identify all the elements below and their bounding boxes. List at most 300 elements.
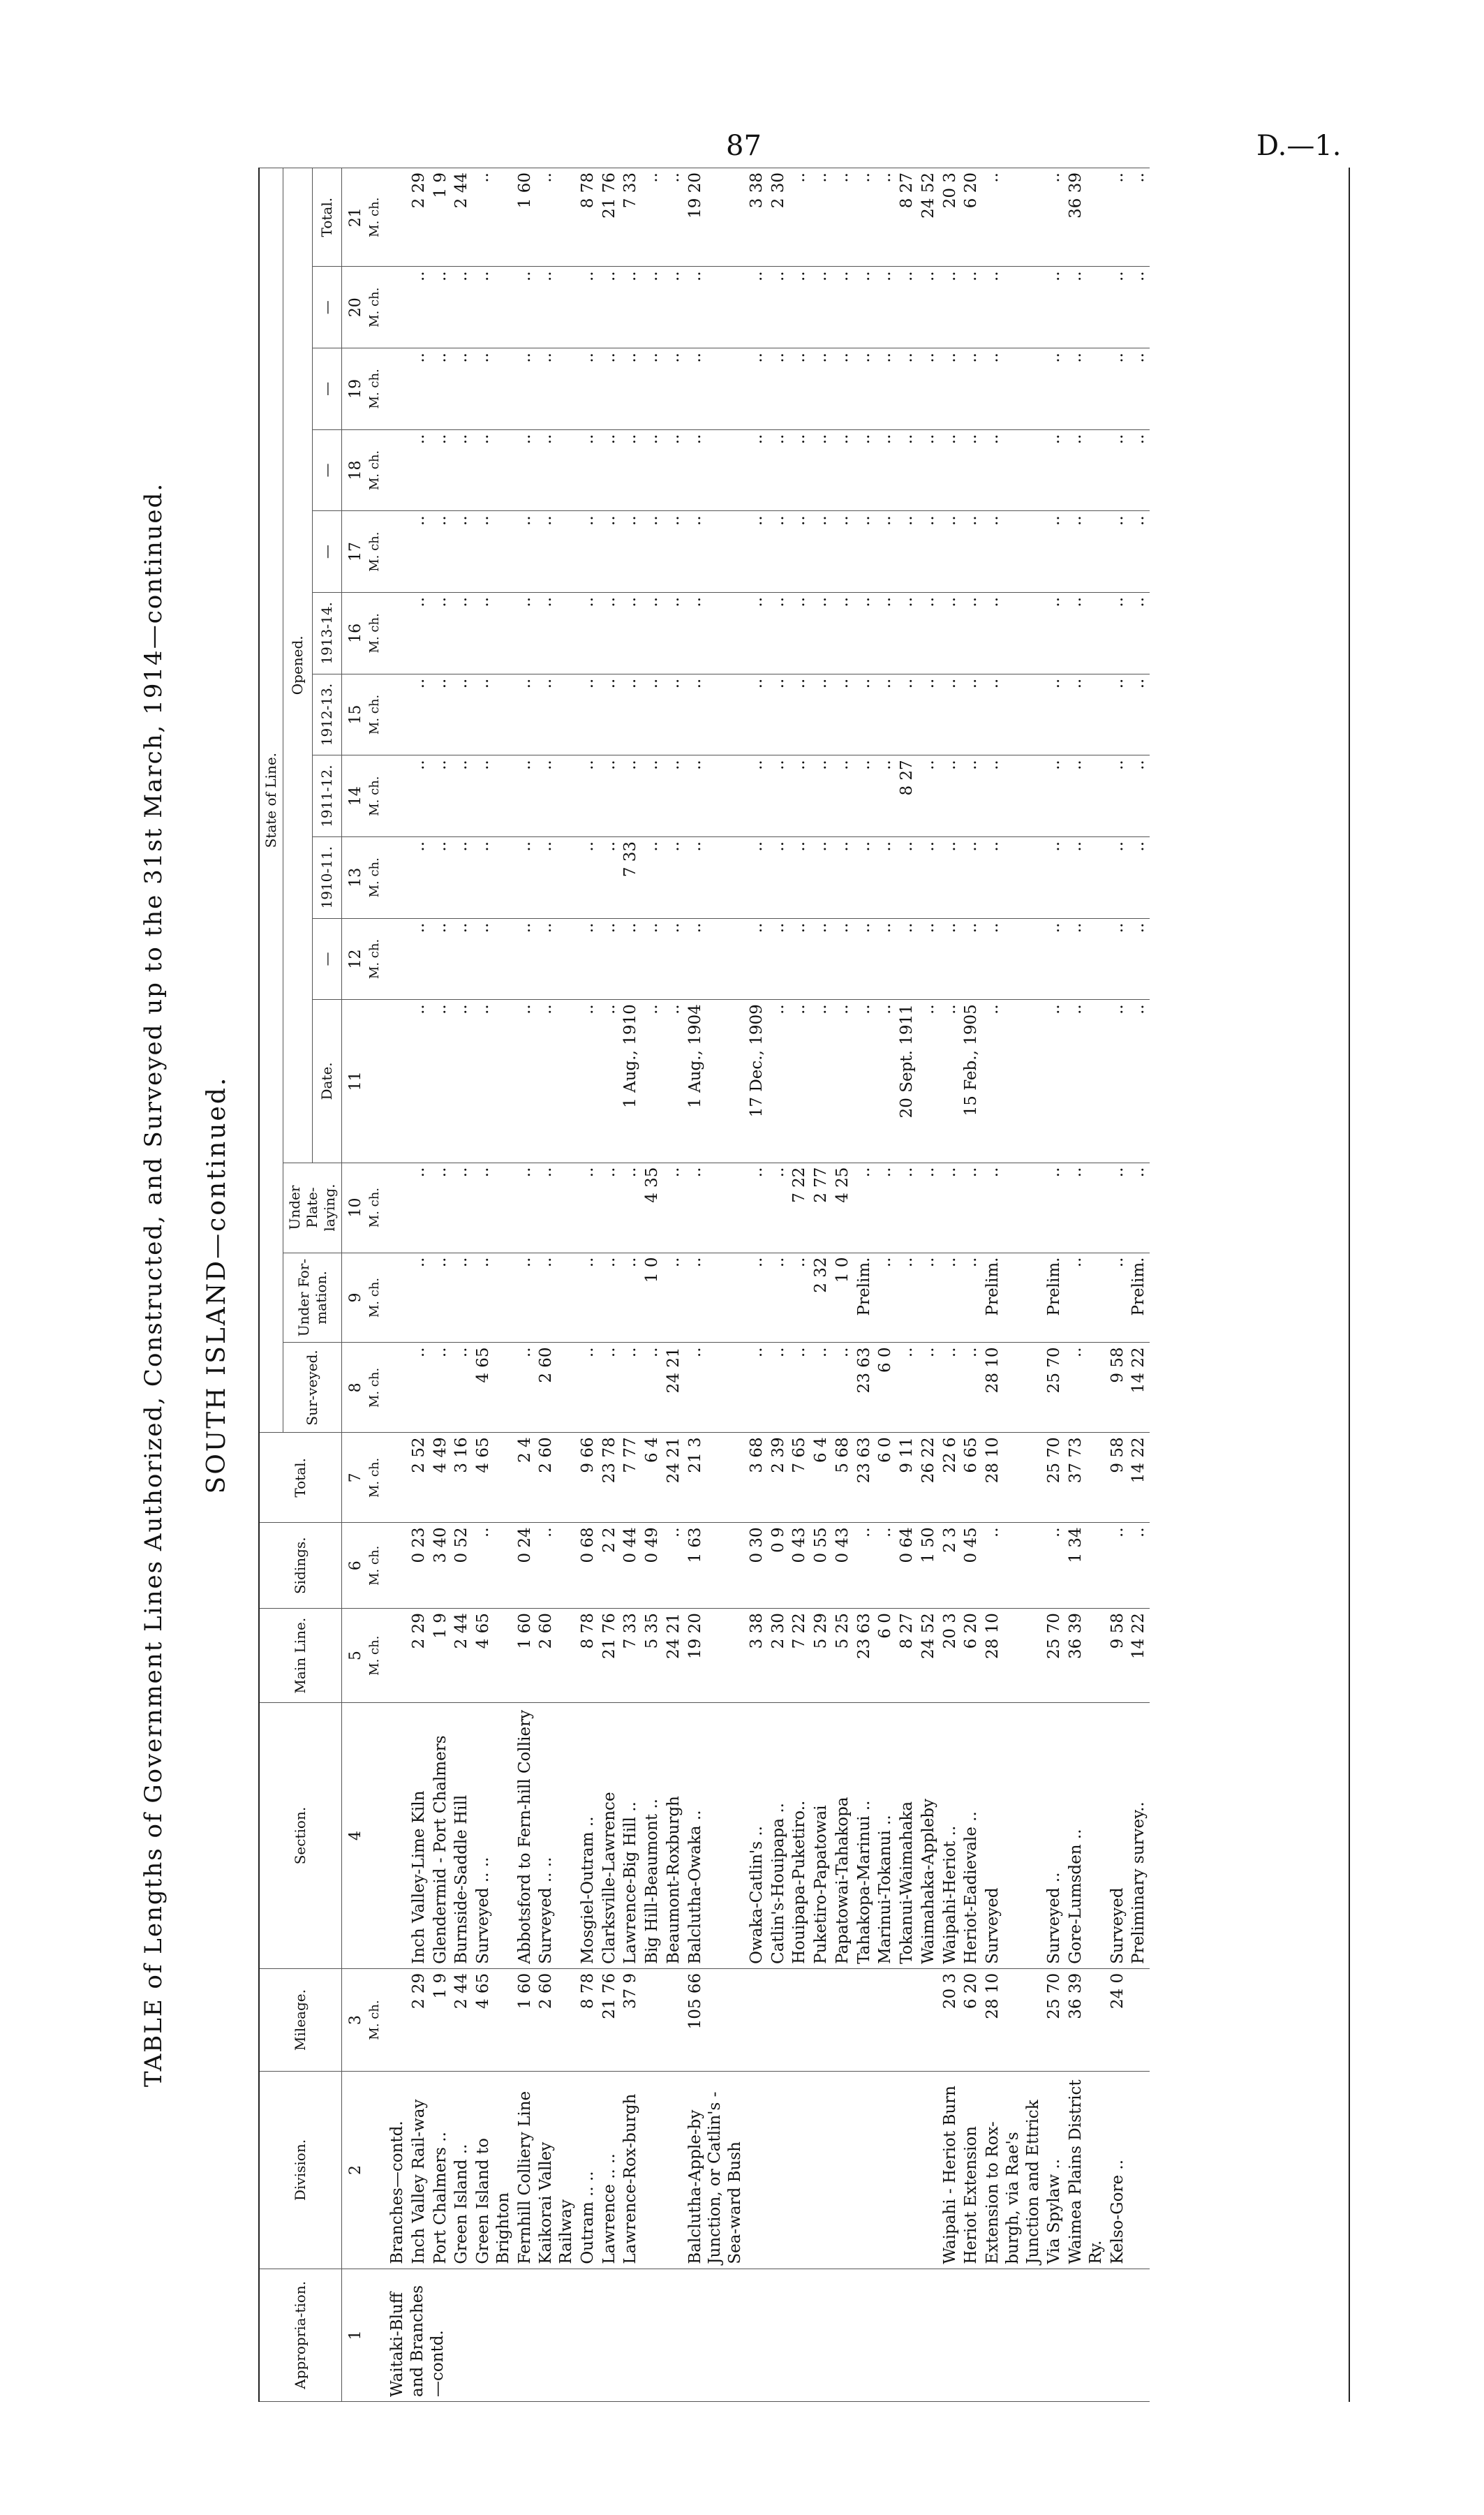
empty-opened-cell: .. [789, 348, 810, 430]
date-cell: .. [535, 1000, 577, 1163]
c13-cell: .. [1128, 836, 1150, 918]
unit-cell: M. ch. [366, 1433, 387, 1523]
empty-opened-cell: .. [430, 429, 452, 511]
total-cell: 4 65 [473, 1433, 514, 1523]
empty-opened-cell: .. [789, 267, 810, 348]
total-opened-cell: .. [789, 168, 810, 267]
platelaying-cell: .. [746, 1163, 768, 1253]
c12-cell: .. [810, 918, 832, 1000]
column-number: 9 [342, 1253, 366, 1343]
empty-opened-cell: .. [577, 348, 599, 430]
header-sidings: Sidings. [260, 1523, 342, 1609]
main-cell: 3 38 [746, 1609, 768, 1703]
page-number: 87 [726, 130, 762, 162]
empty-opened-cell: .. [982, 348, 1044, 430]
platelaying-cell: 4 25 [832, 1163, 854, 1253]
platelaying-cell: .. [960, 1163, 982, 1253]
header-dash: — [313, 267, 342, 348]
empty-opened-cell: .. [789, 592, 810, 674]
main-cell: 8 27 [896, 1609, 918, 1703]
c14-cell: .. [875, 755, 896, 837]
mileage-cell: 8 78 [577, 1968, 599, 2071]
column-number: 8 [342, 1343, 366, 1433]
section-cell: Houipapa-Puketiro.. [789, 1703, 810, 1969]
surveyed-cell: 9 58 [1107, 1343, 1129, 1433]
section-cell: Surveyed [982, 1703, 1044, 1969]
section-cell: Clarksville-Lawrence [599, 1703, 621, 1969]
empty-opened-cell [387, 267, 408, 348]
mileage-cell: 1 60 [514, 1968, 536, 2071]
sidings-cell: .. [1107, 1523, 1129, 1609]
empty-opened-cell: .. [1065, 429, 1107, 511]
c13-cell: .. [960, 836, 982, 918]
empty-opened-cell: .. [896, 674, 918, 755]
table-row [768, 168, 789, 2402]
c14-cell: .. [810, 755, 832, 837]
mileage-cell [854, 1968, 875, 2071]
c13-cell: .. [451, 836, 473, 918]
empty-opened-cell [387, 511, 408, 593]
column-number: 16 [342, 592, 366, 674]
header-dash: — [313, 918, 342, 1000]
table-row [960, 168, 982, 2402]
header-year-1910: 1910-11. [313, 836, 342, 918]
section-cell: Tokanui-Waimahaka [896, 1703, 918, 1969]
formation-cell: .. [535, 1253, 577, 1343]
date-cell: 1 Aug., 1910 [620, 1000, 641, 1163]
column-number: 1 [342, 2269, 366, 2401]
header-section: Section. [260, 1703, 342, 1969]
empty-opened-cell: .. [746, 592, 768, 674]
table-row [599, 168, 621, 2402]
empty-opened-cell: .. [620, 429, 641, 511]
section-cell: Heriot-Eadievale .. [960, 1703, 982, 1969]
table-subtitle: SOUTH ISLAND—continued. [202, 1075, 231, 1494]
empty-opened-cell: .. [982, 511, 1044, 593]
c14-cell: .. [960, 755, 982, 837]
empty-opened-cell: .. [768, 348, 789, 430]
formation-cell: .. [514, 1253, 536, 1343]
empty-opened-cell: .. [960, 674, 982, 755]
total-opened-cell: 2 29 [408, 168, 430, 267]
empty-opened-cell: .. [535, 429, 577, 511]
empty-opened-cell: .. [768, 429, 789, 511]
mileage-cell: 25 70 [1044, 1968, 1065, 2071]
division-cell: Fernhill Colliery Line [514, 2072, 536, 2269]
empty-opened-cell: .. [854, 674, 875, 755]
total-opened-cell: .. [982, 168, 1044, 267]
column-number: 13 [342, 836, 366, 918]
c14-cell [387, 755, 408, 837]
c13-cell: .. [685, 836, 746, 918]
date-cell: .. [577, 1000, 599, 1163]
division-cell: Kaikorai Valley Railway [535, 2072, 577, 2269]
formation-cell: .. [685, 1253, 746, 1343]
empty-opened-cell: .. [451, 348, 473, 430]
total-cell: 7 65 [789, 1433, 810, 1523]
empty-opened-cell: .. [1044, 674, 1065, 755]
empty-opened-cell: .. [982, 429, 1044, 511]
c14-cell: .. [408, 755, 430, 837]
sidings-cell: 0 68 [577, 1523, 599, 1609]
empty-opened-cell: .. [408, 592, 430, 674]
total-cell [387, 1433, 408, 1523]
empty-opened-cell: .. [1107, 592, 1129, 674]
c12-cell: .. [789, 918, 810, 1000]
empty-opened-cell: .. [430, 592, 452, 674]
table-row [832, 168, 854, 2402]
sidings-cell: 0 49 [641, 1523, 663, 1609]
total-opened-cell: .. [535, 168, 577, 267]
platelaying-cell: .. [577, 1163, 599, 1253]
empty-opened-cell [387, 592, 408, 674]
surveyed-cell: .. [918, 1343, 940, 1433]
empty-opened-cell: .. [1044, 267, 1065, 348]
sidings-cell: 0 64 [896, 1523, 918, 1609]
sidings-cell: 0 52 [451, 1523, 473, 1609]
c14-cell: .. [599, 755, 621, 837]
date-cell: .. [832, 1000, 854, 1163]
header-total: Total. [260, 1433, 342, 1523]
c12-cell: .. [1107, 918, 1129, 1000]
empty-opened-cell: .. [832, 348, 854, 430]
total-cell: 7 77 [620, 1433, 641, 1523]
table-row [940, 168, 961, 2402]
sidings-cell: 0 9 [768, 1523, 789, 1609]
c13-cell: .. [599, 836, 621, 918]
empty-opened-cell: .. [1044, 511, 1065, 593]
c13-cell: .. [1107, 836, 1129, 918]
empty-opened-cell: .. [896, 267, 918, 348]
column-number: 11 [342, 1000, 366, 1163]
division-cell [854, 2072, 875, 2269]
total-cell: 23 63 [854, 1433, 875, 1523]
division-cell: Lawrence-Rox-burgh [620, 2072, 641, 2269]
mileage-cell: 24 0 [1107, 1968, 1129, 2071]
c13-cell: .. [746, 836, 768, 918]
main-cell: 5 29 [810, 1609, 832, 1703]
c13-cell: .. [789, 836, 810, 918]
table-row [535, 168, 577, 2402]
column-number: 5 [342, 1609, 366, 1703]
empty-opened-cell: .. [746, 267, 768, 348]
column-number: 20 [342, 267, 366, 348]
platelaying-cell: .. [451, 1163, 473, 1253]
main-cell: 4 65 [473, 1609, 514, 1703]
c13-cell: .. [940, 836, 961, 918]
formation-cell: .. [663, 1253, 685, 1343]
surveyed-cell: .. [430, 1343, 452, 1433]
empty-opened-cell: .. [514, 592, 536, 674]
main-cell: 23 63 [854, 1609, 875, 1703]
c13-cell: 7 33 [620, 836, 641, 918]
unit-cell [366, 1000, 387, 1163]
total-opened-cell: 24 52 [918, 168, 940, 267]
section-cell: Surveyed .. .. [473, 1703, 514, 1969]
c14-cell: .. [854, 755, 875, 837]
c12-cell: .. [663, 918, 685, 1000]
total-opened-cell: 36 39 [1065, 168, 1107, 267]
empty-opened-cell: .. [577, 429, 599, 511]
mileage-cell [1128, 1968, 1150, 2071]
section-cell: Surveyed .. [1044, 1703, 1065, 1969]
c12-cell: .. [746, 918, 768, 1000]
division-cell [875, 2072, 896, 2269]
mileage-cell: 1 9 [430, 1968, 452, 2071]
date-cell: .. [641, 1000, 663, 1163]
main-cell: 7 33 [620, 1609, 641, 1703]
empty-opened-cell: .. [832, 511, 854, 593]
empty-opened-cell: .. [960, 429, 982, 511]
date-cell: .. [982, 1000, 1044, 1163]
total-opened-cell: 3 38 [746, 168, 768, 267]
formation-cell: .. [1065, 1253, 1107, 1343]
empty-opened-cell: .. [1107, 429, 1129, 511]
section-cell: Lawrence-Big Hill .. [620, 1703, 641, 1969]
empty-opened-cell: .. [918, 592, 940, 674]
surveyed-cell: .. [768, 1343, 789, 1433]
empty-opened-cell: .. [918, 348, 940, 430]
empty-opened-cell: .. [1128, 429, 1150, 511]
unit-cell: M. ch. [366, 1609, 387, 1703]
date-cell: .. [599, 1000, 621, 1163]
main-cell: 6 20 [960, 1609, 982, 1703]
date-cell: .. [768, 1000, 789, 1163]
empty-opened-cell: .. [940, 674, 961, 755]
formation-cell: 1 0 [832, 1253, 854, 1343]
total-cell: 26 22 [918, 1433, 940, 1523]
table-row [685, 168, 746, 2402]
date-cell: .. [854, 1000, 875, 1163]
table-row [451, 168, 473, 2402]
main-cell: 2 29 [408, 1609, 430, 1703]
c12-cell: .. [514, 918, 536, 1000]
empty-opened-cell: .. [1044, 592, 1065, 674]
total-opened-cell: 2 44 [451, 168, 473, 267]
empty-opened-cell: .. [960, 592, 982, 674]
c14-cell: .. [982, 755, 1044, 837]
c13-cell: .. [473, 836, 514, 918]
unit-cell: M. ch. [366, 168, 387, 267]
c13-cell: .. [577, 836, 599, 918]
empty-opened-cell: .. [599, 429, 621, 511]
empty-opened-cell: .. [663, 674, 685, 755]
c13-cell: .. [875, 836, 896, 918]
mileage-cell [875, 1968, 896, 2071]
main-cell: 19 20 [685, 1609, 746, 1703]
section-cell: Puketiro-Papatowai [810, 1703, 832, 1969]
total-opened-cell: 7 33 [620, 168, 641, 267]
surveyed-cell: .. [960, 1343, 982, 1433]
column-number: 19 [342, 348, 366, 430]
division-cell [641, 2072, 663, 2269]
mileage-cell [663, 1968, 685, 2071]
empty-opened-cell: .. [918, 429, 940, 511]
formation-cell: .. [451, 1253, 473, 1343]
empty-opened-cell: .. [854, 429, 875, 511]
empty-opened-cell: .. [473, 267, 514, 348]
empty-opened-cell: .. [535, 348, 577, 430]
platelaying-cell: 2 77 [810, 1163, 832, 1253]
c12-cell: .. [1128, 918, 1150, 1000]
section-cell: Catlin's-Houipapa .. [768, 1703, 789, 1969]
date-cell: .. [1128, 1000, 1150, 1163]
header-mileage: Mileage. [260, 1968, 342, 2071]
c14-cell: .. [641, 755, 663, 837]
total-opened-cell: .. [641, 168, 663, 267]
mileage-cell [768, 1968, 789, 2071]
empty-opened-cell: .. [896, 429, 918, 511]
date-cell: .. [451, 1000, 473, 1163]
empty-opened-cell: .. [430, 511, 452, 593]
formation-cell: .. [789, 1253, 810, 1343]
empty-opened-cell: .. [789, 511, 810, 593]
table-row [982, 168, 1044, 2402]
unit-cell: M. ch. [366, 836, 387, 918]
c12-cell: .. [577, 918, 599, 1000]
c12-cell: .. [430, 918, 452, 1000]
empty-opened-cell: .. [896, 511, 918, 593]
empty-opened-cell: .. [451, 674, 473, 755]
empty-opened-cell: .. [1065, 674, 1107, 755]
empty-opened-cell: .. [832, 267, 854, 348]
division-cell: Balclutha-Apple-by Junction, or Catlin's - Sea-ward Bush [685, 2072, 746, 2269]
empty-opened-cell: .. [918, 511, 940, 593]
sidings-cell: 2 3 [940, 1523, 961, 1609]
formation-cell: .. [940, 1253, 961, 1343]
surveyed-cell [387, 1343, 408, 1433]
division-cell: Inch Valley Rail-way [408, 2072, 430, 2269]
mileage-cell: 6 20 [960, 1968, 982, 2071]
empty-opened-cell: .. [473, 511, 514, 593]
section-cell: Big Hill-Beaumont .. [641, 1703, 663, 1969]
section-cell: Owaka-Catlin's .. [746, 1703, 768, 1969]
unit-cell [366, 2072, 387, 2269]
division-cell: Waimea Plains District Ry. [1065, 2072, 1107, 2269]
total-cell: 22 6 [940, 1433, 961, 1523]
empty-opened-cell: .. [408, 674, 430, 755]
c14-cell: .. [685, 755, 746, 837]
empty-opened-cell: .. [685, 429, 746, 511]
date-cell: .. [473, 1000, 514, 1163]
mileage-cell: 21 76 [599, 1968, 621, 2071]
mileage-cell [641, 1968, 663, 2071]
empty-opened-cell: .. [599, 511, 621, 593]
header-appropriation: Appropria-tion. [260, 2269, 342, 2401]
platelaying-cell: 7 22 [789, 1163, 810, 1253]
formation-cell: .. [960, 1253, 982, 1343]
header-year-1912: 1912-13. [313, 674, 342, 755]
c13-cell: .. [768, 836, 789, 918]
platelaying-cell: .. [430, 1163, 452, 1253]
c13-cell: .. [1065, 836, 1107, 918]
formation-cell: Prelim. [1128, 1253, 1150, 1343]
empty-opened-cell: .. [663, 429, 685, 511]
column-number: 18 [342, 429, 366, 511]
mileage-cell [789, 1968, 810, 2071]
main-cell: 24 21 [663, 1609, 685, 1703]
empty-opened-cell [387, 348, 408, 430]
empty-opened-cell: .. [746, 348, 768, 430]
empty-opened-cell: .. [810, 267, 832, 348]
unit-cell: M. ch. [366, 511, 387, 593]
section-cell: Tahakopa-Marinui .. [854, 1703, 875, 1969]
total-cell: 28 10 [982, 1433, 1044, 1523]
empty-opened-cell: .. [663, 592, 685, 674]
date-cell: 1 Aug., 1904 [685, 1000, 746, 1163]
total-opened-cell: 20 3 [940, 168, 961, 267]
mileage-cell [832, 1968, 854, 2071]
division-cell: Via Spylaw .. [1044, 2072, 1065, 2269]
platelaying-cell: .. [1044, 1163, 1065, 1253]
mileage-cell [746, 1968, 768, 2071]
unit-cell: M. ch. [366, 429, 387, 511]
main-cell: 7 22 [789, 1609, 810, 1703]
division-cell: Port Chalmers .. [430, 2072, 452, 2269]
section-cell: Marinui-Tokanui .. [875, 1703, 896, 1969]
total-cell: 2 39 [768, 1433, 789, 1523]
total-opened-cell: 2 30 [768, 168, 789, 267]
surveyed-cell: .. [641, 1343, 663, 1433]
main-cell: 20 3 [940, 1609, 961, 1703]
section-cell: Waipahi-Heriot .. [940, 1703, 961, 1969]
appropriation-cell: Waitaki-Bluff and Branches —contd. [387, 2269, 1150, 2401]
unit-cell: M. ch. [366, 918, 387, 1000]
date-cell: .. [1107, 1000, 1129, 1163]
surveyed-cell: .. [620, 1343, 641, 1433]
table-row [430, 168, 452, 2402]
table-row [789, 168, 810, 2402]
empty-opened-cell [387, 674, 408, 755]
empty-opened-cell: .. [1107, 674, 1129, 755]
sidings-cell: 1 63 [685, 1523, 746, 1609]
date-cell [387, 1000, 408, 1163]
c13-cell: .. [896, 836, 918, 918]
c12-cell: .. [896, 918, 918, 1000]
total-cell: 3 16 [451, 1433, 473, 1523]
total-cell: 37 73 [1065, 1433, 1107, 1523]
division-cell [896, 2072, 918, 2269]
empty-opened-cell: .. [599, 348, 621, 430]
formation-cell: .. [620, 1253, 641, 1343]
empty-opened-cell: .. [789, 429, 810, 511]
division-cell [768, 2072, 789, 2269]
sidings-cell: .. [473, 1523, 514, 1609]
empty-opened-cell: .. [641, 348, 663, 430]
surveyed-cell: 6 0 [875, 1343, 896, 1433]
table-row [620, 168, 641, 2402]
empty-opened-cell: .. [1065, 267, 1107, 348]
formation-cell: Prelim. [854, 1253, 875, 1343]
empty-opened-cell: .. [746, 511, 768, 593]
c12-cell: .. [599, 918, 621, 1000]
column-number: 6 [342, 1523, 366, 1609]
unit-cell: M. ch. [366, 1253, 387, 1343]
date-cell: .. [514, 1000, 536, 1163]
header-year-1911: 1911-12. [313, 755, 342, 837]
table-row [1128, 168, 1150, 2402]
empty-opened-cell: .. [473, 592, 514, 674]
sidings-cell: 0 43 [832, 1523, 854, 1609]
sidings-cell: 0 55 [810, 1523, 832, 1609]
mileage-cell: 4 65 [473, 1968, 514, 2071]
total-opened-cell: .. [1107, 168, 1129, 267]
header-dash: — [313, 429, 342, 511]
c12-cell: .. [620, 918, 641, 1000]
platelaying-cell: .. [535, 1163, 577, 1253]
total-opened-cell: .. [875, 168, 896, 267]
empty-opened-cell: .. [473, 429, 514, 511]
